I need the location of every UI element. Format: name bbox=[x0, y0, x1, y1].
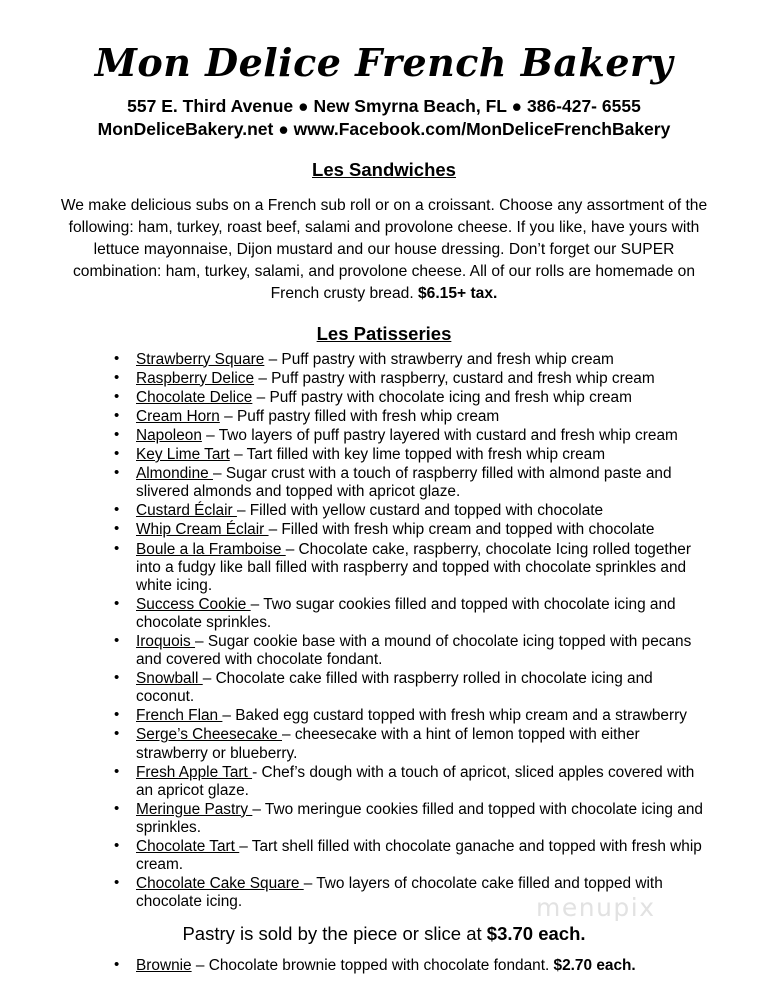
pastry-list-item bbox=[46, 633, 722, 669]
final-item-price: $2.70 each. bbox=[553, 957, 636, 975]
pastry-list-item bbox=[46, 408, 722, 426]
pastry-item-name: French Flan bbox=[136, 707, 223, 725]
pastry-list-item bbox=[46, 801, 722, 837]
pastry-item-name: Fresh Apple Tart bbox=[136, 763, 253, 781]
sandwiches-description-text: We make delicious subs on a French sub roll or on a croissant. Choose any assortment of the following: ham, turkey, roast beef, salami and provolone cheese. If you like, have yours with lettuce mayonnaise, Dijon mustard and our house dressing. Don’t forget our SUPER combination: ham, turkey, salami, and provolone cheese. All of our rolls are homemade on French crusty bread. bbox=[60, 197, 708, 302]
pastry-list-item bbox=[46, 521, 722, 539]
pastry-list-item bbox=[46, 707, 722, 725]
pastry-item-name: Chocolate Cake Square bbox=[136, 875, 304, 893]
pastry-item-description: – Sugar crust with a touch of raspberry filled with almond paste and slivered almonds and topped with apricot glaze. bbox=[136, 465, 672, 501]
menupix-watermark: menupix bbox=[536, 893, 656, 922]
sandwiches-description bbox=[46, 195, 722, 304]
pastry-item-description: – Puff pastry with chocolate icing and fresh whip cream bbox=[252, 388, 632, 406]
pastry-item-name: Serge’s Cheesecake bbox=[136, 726, 283, 744]
pastry-item-name: Iroquois bbox=[136, 632, 196, 650]
final-items-list bbox=[46, 957, 722, 975]
pastry-item-description: – Two meringue cookies filled and topped with chocolate icing and sprinkles. bbox=[136, 800, 703, 836]
final-item-description: – Chocolate brownie topped with chocolate fondant. bbox=[191, 957, 554, 975]
pastry-item-name: Snowball bbox=[136, 670, 203, 688]
pastry-list-item bbox=[46, 541, 722, 595]
pastry-item-name: Chocolate Tart bbox=[136, 838, 240, 855]
pastry-list-item bbox=[46, 726, 722, 762]
pastry-item-description: – Puff pastry with strawberry and fresh whip cream bbox=[264, 350, 614, 368]
pastry-item-description: – Baked egg custard topped with fresh whip cream and a strawberry bbox=[222, 707, 687, 725]
sandwiches-price: $6.15+ tax. bbox=[418, 284, 498, 302]
pastry-price-value: $3.70 each. bbox=[486, 923, 586, 945]
pastry-list-item bbox=[46, 389, 722, 407]
pastry-item-description: – cheesecake with a hint of lemon topped with either strawberry or blueberry. bbox=[136, 726, 640, 762]
pastry-item-description: – Chocolate cake filled with raspberry rolled in chocolate icing and coconut. bbox=[136, 670, 653, 706]
address-line: 557 E. Third Avenue ● New Smyrna Beach, FL ● 386-427- 6555 bbox=[127, 95, 641, 116]
pastry-item-description: – Puff pastry filled with fresh whip cream bbox=[219, 407, 500, 425]
pastry-item-description: – Chocolate cake, raspberry, chocolate Icing rolled together into a fudgy like ball filled with raspberry and topped with chocolate sprinkles and white icing. bbox=[136, 540, 691, 594]
pastry-item-name: Strawberry Square bbox=[136, 350, 265, 368]
pastry-list-item bbox=[46, 351, 722, 369]
pastry-item-name: Boule a la Framboise bbox=[136, 540, 286, 558]
pastry-item-description: - Chef’s dough with a touch of apricot, sliced apples covered with an apricot glaze. bbox=[136, 763, 695, 799]
pastry-item-name: Custard Éclair bbox=[136, 502, 237, 520]
pastry-list-item bbox=[46, 838, 722, 874]
pastry-item-description: – Puff pastry with raspberry, custard and fresh whip cream bbox=[254, 369, 655, 387]
pastry-item-name: Napoleon bbox=[136, 426, 202, 444]
patisseries-list bbox=[46, 351, 722, 912]
pastry-item-description: – Two sugar cookies filled and topped with chocolate icing and chocolate sprinkles. bbox=[136, 595, 676, 631]
pastry-item-name: Success Cookie bbox=[136, 595, 251, 613]
pastry-item-description: – Filled with yellow custard and topped with chocolate bbox=[236, 502, 604, 520]
pastry-item-description: – Tart filled with key lime topped with fresh whip cream bbox=[229, 446, 606, 464]
pastry-item-name: Key Lime Tart bbox=[136, 446, 230, 464]
pastry-item-name: Almondine bbox=[136, 465, 213, 483]
section-heading-patisseries: Les Patisseries bbox=[316, 322, 452, 344]
web-contact-line: MonDeliceBakery.net ● www.Facebook.com/MonDeliceFrenchBakery bbox=[97, 118, 671, 139]
pastry-item-name: Whip Cream Éclair bbox=[136, 521, 269, 539]
pastry-list-item bbox=[46, 670, 722, 706]
pastry-item-name: Cream Horn bbox=[136, 407, 220, 425]
pastry-item-description: – Filled with fresh whip cream and topped with chocolate bbox=[268, 521, 655, 539]
pastry-price-note bbox=[46, 923, 722, 945]
final-list-item bbox=[46, 957, 722, 975]
pastry-item-name: Meringue Pastry bbox=[136, 800, 253, 818]
pastry-list-item bbox=[46, 502, 722, 520]
bakery-name-title: Mon Delice French Bakery bbox=[94, 40, 674, 85]
pastry-list-item bbox=[46, 427, 722, 445]
pastry-item-name: Raspberry Delice bbox=[136, 369, 255, 387]
pastry-item-description: – Tart shell filled with chocolate ganache and topped with fresh whip cream. bbox=[136, 838, 702, 874]
pastry-list-item bbox=[46, 596, 722, 632]
section-heading-sandwiches: Les Sandwiches bbox=[312, 159, 456, 181]
pastry-price-note-text: Pastry is sold by the piece or slice at bbox=[182, 923, 487, 945]
pastry-item-description: – Two layers of puff pastry layered with custard and fresh whip cream bbox=[201, 426, 678, 444]
pastry-list-item bbox=[46, 764, 722, 800]
pastry-list-item bbox=[46, 446, 722, 464]
pastry-item-description: – Two layers of chocolate cake filled and topped with chocolate icing. bbox=[136, 875, 663, 911]
pastry-list-item bbox=[46, 465, 722, 501]
pastry-item-description: – Sugar cookie base with a mound of chocolate icing topped with pecans and covered with chocolate fondant. bbox=[136, 632, 692, 669]
pastry-list-item bbox=[46, 370, 722, 388]
final-item-name: Brownie bbox=[136, 957, 192, 975]
pastry-item-name: Chocolate Delice bbox=[136, 388, 253, 406]
